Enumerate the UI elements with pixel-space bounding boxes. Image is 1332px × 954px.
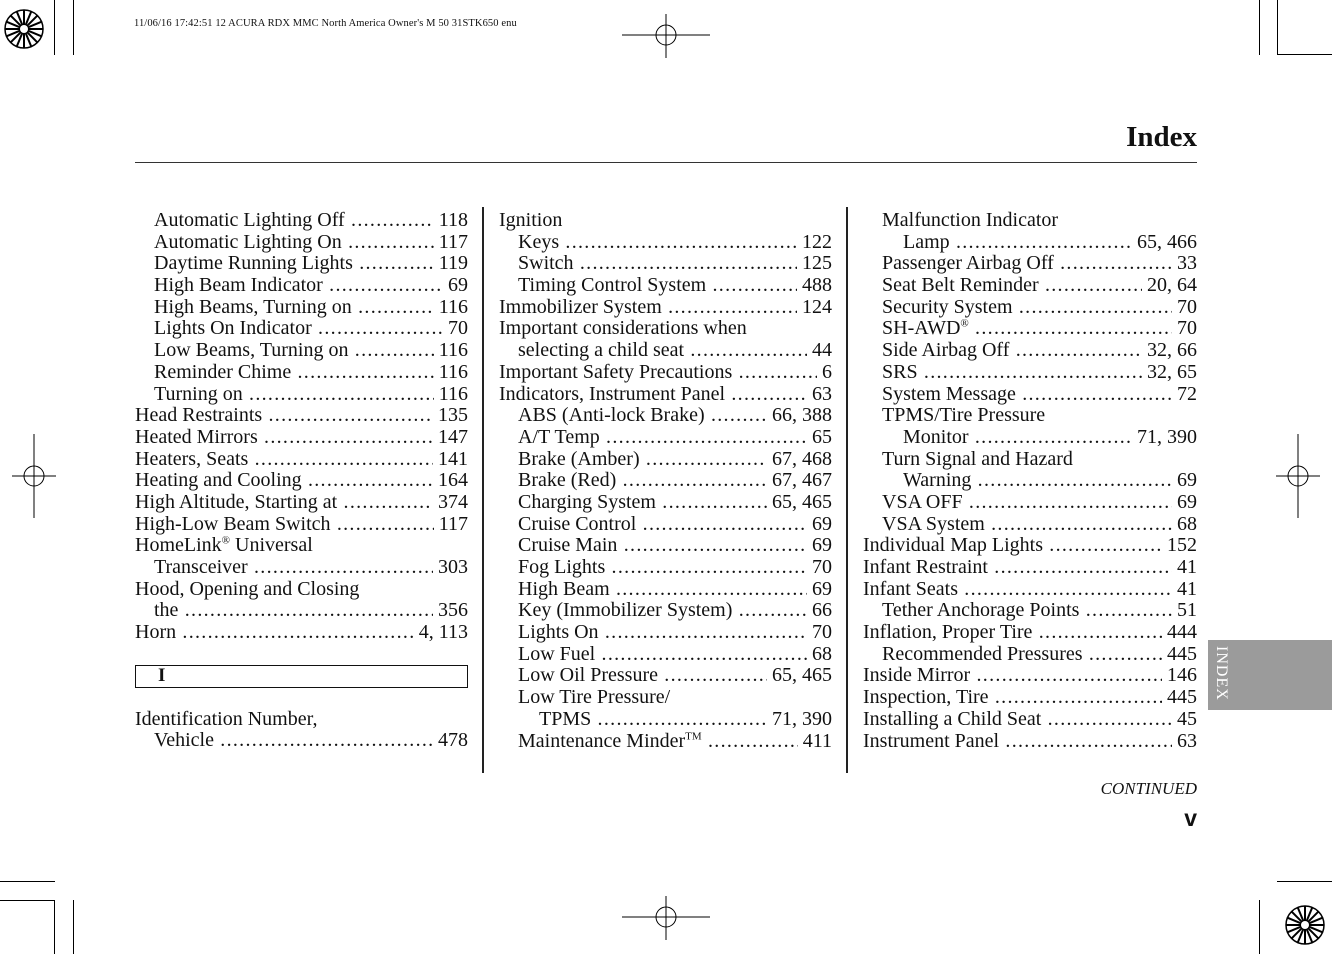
entry-label: Inflation, Proper Tire .....	[863, 622, 1197, 644]
entry-page-ref: 70	[807, 557, 832, 579]
entry-label: TPMS/Tire Pressure	[882, 405, 1046, 427]
entry-label: Lamp .....	[903, 232, 1197, 254]
entry-label: the .....	[154, 600, 468, 622]
entry-page-ref: 125	[797, 253, 832, 275]
entry-page-ref: 71, 390	[1132, 427, 1197, 449]
entry-page-ref: 116	[434, 384, 468, 406]
entry-label: Vehicle .....	[154, 730, 468, 752]
entry-label: Keys .....	[518, 232, 832, 254]
index-column-2	[499, 210, 832, 752]
entry-page-ref: 70	[807, 622, 832, 644]
index-entry	[135, 384, 468, 406]
entry-label: Important considerations when	[499, 318, 747, 340]
index-entry	[135, 622, 468, 644]
entry-label: Malfunction Indicator	[882, 210, 1059, 231]
index-entry	[863, 709, 1197, 731]
index-entry	[499, 709, 832, 731]
index-entry	[499, 275, 832, 297]
index-entry	[499, 384, 832, 406]
entry-page-ref: 45	[1172, 709, 1197, 731]
entry-label: Lights On Indicator .....	[154, 318, 468, 340]
index-entry	[499, 557, 832, 579]
crop-mark	[54, 900, 55, 954]
entry-page-ref: 69	[807, 579, 832, 601]
entry-page-ref: 51	[1172, 600, 1197, 622]
entry-page-ref: 117	[434, 514, 468, 536]
index-entry	[499, 232, 832, 254]
section-letter: I	[158, 664, 166, 686]
entry-page-ref: 116	[434, 340, 468, 362]
crop-mark	[1259, 0, 1260, 55]
index-entry	[499, 579, 832, 601]
entry-page-ref: 69	[807, 514, 832, 536]
crop-mark	[1277, 881, 1332, 882]
entry-label: SH-AWD® .....	[882, 318, 1197, 340]
entry-label: High Beam Indicator .....	[154, 275, 468, 297]
index-entry	[499, 318, 832, 340]
entry-page-ref: 445	[1162, 644, 1197, 666]
index-entry	[863, 384, 1197, 406]
entry-page-ref: 374	[433, 492, 468, 514]
index-entry	[135, 253, 468, 275]
entry-label: Horn .....	[135, 622, 468, 644]
index-entry	[499, 449, 832, 471]
index-entry	[863, 470, 1197, 492]
entry-page-ref: 119	[434, 253, 468, 275]
entry-page-ref: 4, 113	[414, 622, 468, 644]
entry-label: A/T Temp .....	[518, 427, 832, 449]
entry-label: Automatic Lighting On .....	[154, 232, 468, 254]
entry-page-ref: 65, 465	[767, 665, 832, 687]
entry-page-ref: 71, 390	[767, 709, 832, 731]
entry-page-ref: 6	[817, 362, 832, 384]
index-entry	[499, 622, 832, 644]
continued-label: CONTINUED	[1100, 779, 1197, 798]
index-entry	[135, 514, 468, 536]
entry-page-ref: 444	[1162, 622, 1197, 644]
entry-label: Tether Anchorage Points .....	[882, 600, 1197, 622]
index-entry	[863, 514, 1197, 536]
entry-label: System Message .....	[882, 384, 1197, 406]
entry-page-ref: 65, 465	[767, 492, 832, 514]
entry-page-ref: 152	[1162, 535, 1197, 557]
entry-page-ref: 67, 468	[767, 449, 832, 471]
entry-page-ref: 117	[434, 232, 468, 254]
crop-mark	[1277, 54, 1332, 55]
index-entry	[135, 730, 468, 752]
page-number: v	[1184, 805, 1197, 831]
entry-label: Passenger Airbag Off .....	[882, 253, 1197, 275]
index-entry	[499, 687, 832, 709]
entry-label: Security System .....	[882, 297, 1197, 319]
index-side-tab	[1208, 640, 1332, 710]
entry-page-ref: 66	[807, 600, 832, 622]
entry-page-ref: 41	[1172, 557, 1197, 579]
entry-label: Instrument Panel .....	[863, 731, 1197, 753]
entry-label: TPMS .....	[539, 709, 832, 731]
entry-page-ref: 478	[433, 730, 468, 752]
column-divider	[482, 207, 484, 773]
entry-page-ref: 65	[807, 427, 832, 449]
entry-page-ref: 70	[1172, 318, 1197, 340]
index-entry	[135, 275, 468, 297]
index-entry	[863, 687, 1197, 709]
index-entry	[135, 492, 468, 514]
entry-page-ref: 122	[797, 232, 832, 254]
entry-page-ref: 70	[443, 318, 468, 340]
section-letter-box	[135, 665, 468, 688]
crop-mark	[73, 900, 74, 954]
index-column-3	[863, 210, 1197, 752]
index-entry	[499, 470, 832, 492]
entry-label: Inspection, Tire .....	[863, 687, 1197, 709]
entry-superscript: ®	[221, 535, 231, 547]
index-entry	[499, 210, 832, 232]
crop-mark	[1259, 900, 1260, 954]
entry-label: Indicators, Instrument Panel .....	[499, 384, 832, 406]
entry-page-ref: 72	[1172, 384, 1197, 406]
index-entry	[863, 210, 1197, 232]
entry-label: Cruise Main .....	[518, 535, 832, 557]
crop-mark	[54, 0, 55, 55]
index-entry	[863, 622, 1197, 644]
entry-label: Automatic Lighting Off .....	[154, 210, 468, 232]
entry-page-ref: 32, 66	[1142, 340, 1197, 362]
entry-label: Fog Lights .....	[518, 557, 832, 579]
crop-mark	[0, 900, 55, 901]
entry-page-ref: 164	[433, 470, 468, 492]
index-entry	[863, 665, 1197, 687]
entry-label: Charging System .....	[518, 492, 832, 514]
entry-page-ref: 356	[433, 600, 468, 622]
entry-label: Monitor .....	[903, 427, 1197, 449]
entry-page-ref: 65, 466	[1132, 232, 1197, 254]
entry-label: Reminder Chime .....	[154, 362, 468, 384]
index-entry	[499, 492, 832, 514]
crop-mark	[73, 0, 74, 55]
entry-label: Identification Number,	[135, 708, 318, 730]
entry-label: SRS .....	[882, 362, 1197, 384]
entry-page-ref: 116	[434, 297, 468, 319]
index-entry	[863, 579, 1197, 601]
entry-page-ref: 445	[1162, 687, 1197, 709]
entry-label: Transceiver .....	[154, 557, 468, 579]
crop-mark	[1277, 0, 1278, 55]
entry-label: Switch .....	[518, 253, 832, 275]
entry-page-ref: 68	[1172, 514, 1197, 536]
entry-label: Heated Mirrors .....	[135, 427, 468, 449]
entry-label: High-Low Beam Switch .....	[135, 514, 468, 536]
index-entry	[863, 232, 1197, 254]
entry-label: Low Beams, Turning on .....	[154, 340, 468, 362]
index-entry	[135, 600, 468, 622]
entry-page-ref: 411	[798, 731, 832, 753]
entry-label: Timing Control System .....	[518, 275, 832, 297]
index-entry	[863, 362, 1197, 384]
entry-label: Daytime Running Lights .....	[154, 253, 468, 275]
entry-label: Turning on .....	[154, 384, 468, 406]
entry-label: Lights On .....	[518, 622, 832, 644]
entry-page-ref: 69	[1172, 470, 1197, 492]
entry-page-ref: 147	[433, 427, 468, 449]
entry-label: Hood, Opening and Closing	[135, 578, 360, 600]
index-entry	[499, 405, 832, 427]
entry-superscript: ®	[960, 318, 969, 330]
index-entry	[499, 362, 832, 384]
entry-label: HomeLink® Universal	[135, 535, 313, 557]
index-entry	[863, 340, 1197, 362]
entry-page-ref: 69	[1172, 492, 1197, 514]
entry-page-ref: 118	[434, 210, 468, 232]
entry-page-ref: 63	[807, 384, 832, 406]
index-entry	[135, 297, 468, 319]
entry-page-ref: 135	[433, 405, 468, 427]
entry-page-ref: 32, 65	[1142, 362, 1197, 384]
entry-page-ref: 63	[1172, 731, 1197, 753]
entry-page-ref: 67, 467	[767, 470, 832, 492]
entry-page-ref: 41	[1172, 579, 1197, 601]
index-entry	[863, 449, 1197, 471]
entry-superscript: TM	[685, 730, 702, 742]
entry-label: VSA System .....	[882, 514, 1197, 536]
title-rule	[135, 162, 1197, 163]
side-tab-label: INDEX	[1213, 646, 1230, 701]
index-entry	[135, 709, 468, 731]
entry-label: Heaters, Seats .....	[135, 449, 468, 471]
column-divider	[846, 207, 848, 773]
entry-page-ref: 146	[1162, 665, 1197, 687]
index-entry	[863, 297, 1197, 319]
index-entry	[499, 731, 832, 753]
entry-label: Warning .....	[903, 470, 1197, 492]
entry-label: Individual Map Lights .....	[863, 535, 1197, 557]
entry-page-ref: 20, 64	[1142, 275, 1197, 297]
index-entry	[499, 665, 832, 687]
index-entry	[135, 557, 468, 579]
entry-label: Brake (Red) .....	[518, 470, 832, 492]
entry-label: Head Restraints .....	[135, 405, 468, 427]
entry-label: High Beam .....	[518, 579, 832, 601]
index-entry	[499, 600, 832, 622]
index-entry	[135, 470, 468, 492]
index-entry	[135, 449, 468, 471]
index-entry	[135, 340, 468, 362]
index-entry	[863, 275, 1197, 297]
index-entry	[863, 492, 1197, 514]
entry-label: Infant Restraint .....	[863, 557, 1197, 579]
entry-page-ref: 68	[807, 644, 832, 666]
index-entry	[863, 253, 1197, 275]
entry-page-ref: 116	[434, 362, 468, 384]
entry-label: VSA OFF .....	[882, 492, 1197, 514]
index-entry	[499, 644, 832, 666]
entry-label: Maintenance Minder™ .....	[518, 731, 832, 753]
spacer	[135, 689, 468, 709]
entry-label: Recommended Pressures .....	[882, 644, 1197, 666]
index-entry	[135, 427, 468, 449]
entry-page-ref: 141	[433, 449, 468, 471]
entry-label: Inside Mirror .....	[863, 665, 1197, 687]
index-entry	[863, 557, 1197, 579]
entry-label: Installing a Child Seat .....	[863, 709, 1197, 731]
index-entry	[135, 210, 468, 232]
print-metadata: 11/06/16 17:42:51 12 ACURA RDX MMC North America Owner's M 50 31STK650 enu	[134, 18, 517, 29]
index-entry	[499, 340, 832, 362]
index-entry	[499, 427, 832, 449]
index-entry	[863, 644, 1197, 666]
entry-label: Cruise Control .....	[518, 514, 832, 536]
index-entry	[863, 535, 1197, 557]
entry-label: Low Fuel .....	[518, 644, 832, 666]
entry-page-ref: 69	[443, 275, 468, 297]
entry-page-ref: 33	[1172, 253, 1197, 275]
entry-label: selecting a child seat .....	[518, 340, 832, 362]
entry-label: Key (Immobilizer System) .....	[518, 600, 832, 622]
entry-label: Seat Belt Reminder .....	[882, 275, 1197, 297]
index-entry	[499, 514, 832, 536]
index-entry	[499, 535, 832, 557]
entry-page-ref: 69	[807, 535, 832, 557]
index-entry	[863, 600, 1197, 622]
entry-page-ref: 66, 388	[767, 405, 832, 427]
entry-page-ref: 124	[797, 297, 832, 319]
entry-label: Ignition	[499, 210, 563, 231]
entry-page-ref: 70	[1172, 297, 1197, 319]
index-entry	[863, 731, 1197, 753]
entry-label: Important Safety Precautions .....	[499, 362, 832, 384]
index-entry	[499, 253, 832, 275]
entry-label: ABS (Anti-lock Brake) .....	[518, 405, 832, 427]
index-entry	[499, 297, 832, 319]
entry-label: Low Tire Pressure/	[518, 687, 671, 709]
index-entry	[135, 579, 468, 601]
entry-label: Infant Seats .....	[863, 579, 1197, 601]
index-entry	[135, 535, 468, 557]
entry-label: Immobilizer System .....	[499, 297, 832, 319]
index-entry	[135, 318, 468, 340]
index-entry	[135, 232, 468, 254]
entry-label: Turn Signal and Hazard	[882, 448, 1073, 470]
entry-label: Brake (Amber) .....	[518, 449, 832, 471]
index-entry	[135, 362, 468, 384]
entry-label: Heating and Cooling .....	[135, 470, 468, 492]
crop-mark	[0, 881, 55, 882]
index-entry	[863, 427, 1197, 449]
entry-label: Side Airbag Off .....	[882, 340, 1197, 362]
index-entry	[863, 405, 1197, 427]
entry-label: High Beams, Turning on .....	[154, 297, 468, 319]
page-title: Index	[1126, 121, 1197, 153]
index-column-1	[135, 210, 468, 752]
index-entry	[135, 405, 468, 427]
entry-page-ref: 303	[433, 557, 468, 579]
entry-label: Low Oil Pressure .....	[518, 665, 832, 687]
entry-page-ref: 44	[807, 340, 832, 362]
index-entry	[863, 318, 1197, 340]
entry-label: High Altitude, Starting at .....	[135, 492, 468, 514]
entry-page-ref: 488	[797, 275, 832, 297]
spacer	[135, 644, 468, 664]
